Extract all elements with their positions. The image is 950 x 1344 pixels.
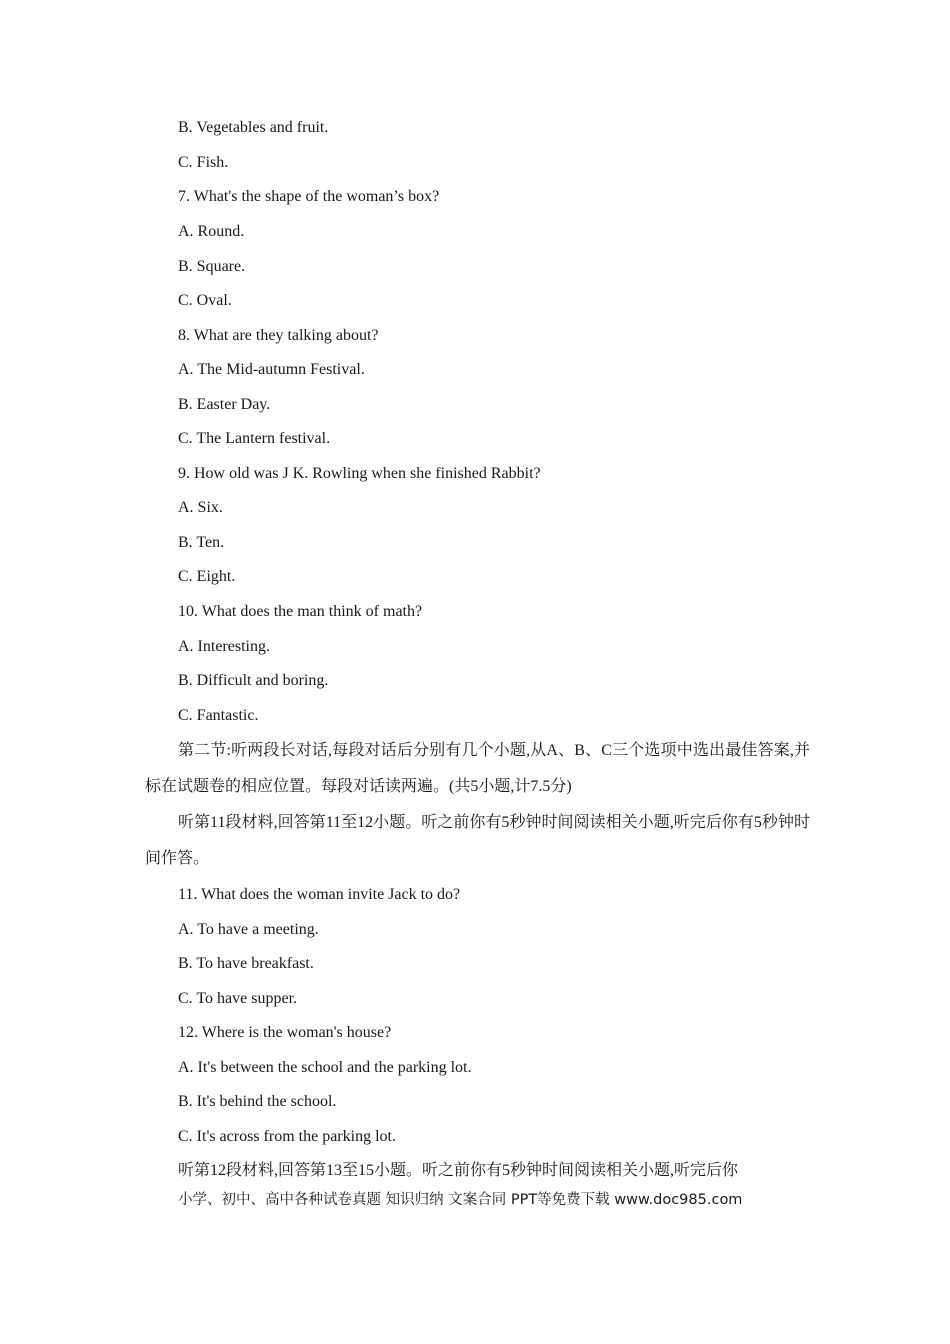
option-7c: C. Oval. <box>178 292 232 309</box>
question-9: 9. How old was J K. Rowling when she finished Rabbit? <box>178 465 541 482</box>
question-8: 8. What are they talking about? <box>178 327 379 344</box>
option-8b: B. Easter Day. <box>178 396 271 413</box>
material-11-instructions: 听第11段材料,回答第11至12小题。听之前你有5秒钟时间阅读相关小题,听完后你有5秒钟时间作答。 <box>145 814 810 867</box>
question-12: 12. Where is the woman's house? <box>178 1024 392 1041</box>
option-9a: A. Six. <box>178 499 223 516</box>
section-2-instructions: 第二节:听两段长对话,每段对话后分别有几个小题,从A、B、C三个选项中选出最佳答案,并标在试题卷的相应位置。每段对话读两遍。(共5小题,计7.5分) <box>145 742 810 795</box>
option-12b: B. It's behind the school. <box>178 1093 337 1110</box>
option-7a: A. Round. <box>178 223 245 240</box>
option-8a: A. The Mid-autumn Festival. <box>178 361 365 378</box>
option-12c: C. It's across from the parking lot. <box>178 1128 396 1145</box>
option-6b: B. Vegetables and fruit. <box>178 119 329 136</box>
option-11b: B. To have breakfast. <box>178 955 314 972</box>
footer-watermark: 小学、初中、高中各种试卷真题 知识归纳 文案合同 PPT等免费下载 www.doc985.com <box>178 1192 743 1208</box>
question-7: 7. What's the shape of the woman’s box? <box>178 188 440 205</box>
option-10a: A. Interesting. <box>178 638 270 655</box>
option-8c: C. The Lantern festival. <box>178 430 331 447</box>
option-6c: C. Fish. <box>178 154 229 171</box>
option-12a: A. It's between the school and the parking lot. <box>178 1059 472 1076</box>
option-9b: B. Ten. <box>178 534 225 551</box>
option-11a: A. To have a meeting. <box>178 921 319 938</box>
option-10c: C. Fantastic. <box>178 707 259 724</box>
option-11c: C. To have supper. <box>178 990 298 1007</box>
material-12-instructions: 听第12段材料,回答第13至15小题。听之前你有5秒钟时间阅读相关小题,听完后你 <box>178 1162 739 1179</box>
option-9c: C. Eight. <box>178 568 236 585</box>
question-10: 10. What does the man think of math? <box>178 603 423 620</box>
option-7b: B. Square. <box>178 258 246 275</box>
question-11: 11. What does the woman invite Jack to do? <box>178 886 461 903</box>
option-10b: B. Difficult and boring. <box>178 672 329 689</box>
